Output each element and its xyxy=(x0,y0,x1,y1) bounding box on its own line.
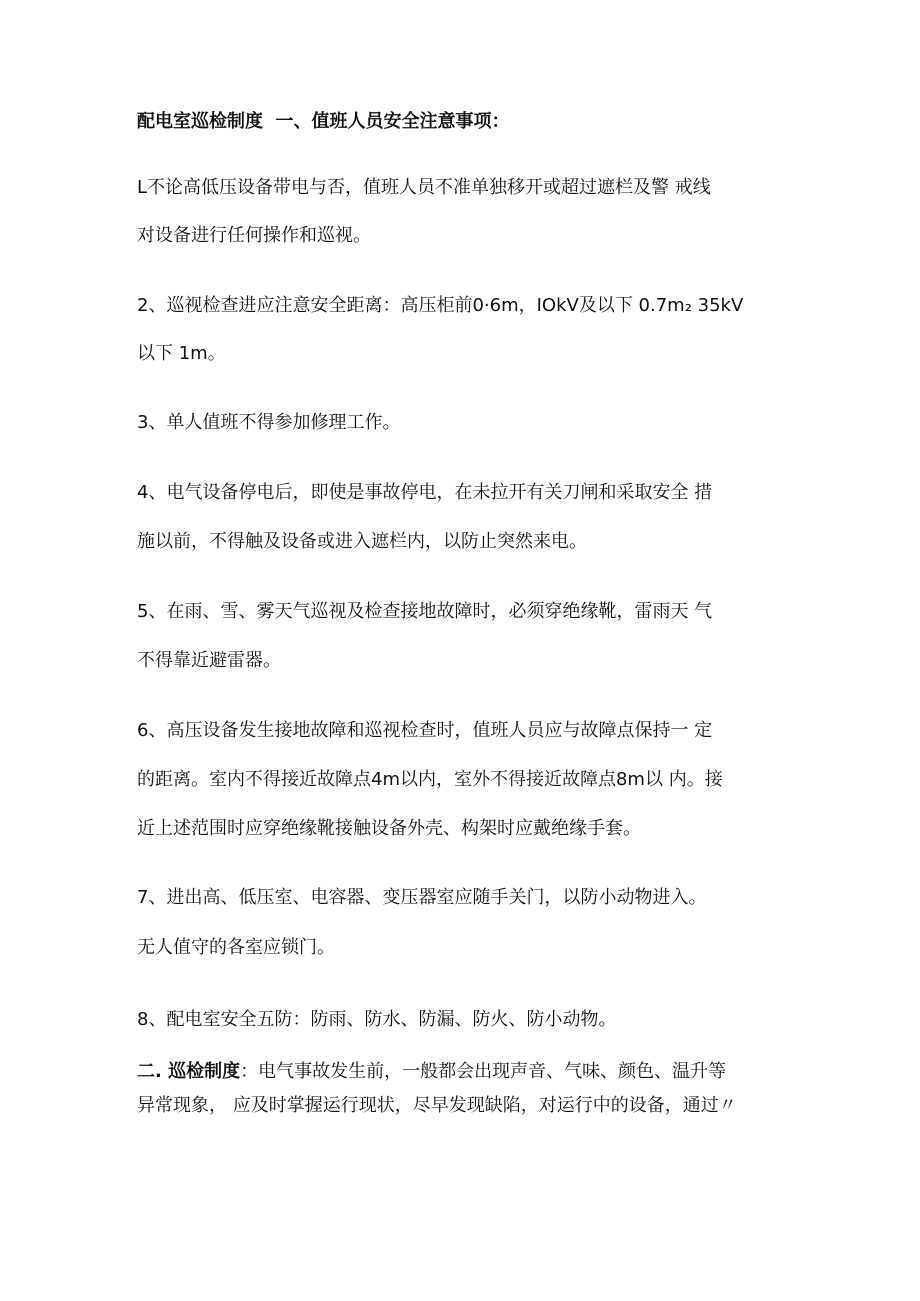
item-2-line-1: 2、巡视检查进应注意安全距离：高压柜前0·6m，IOkV及以下 0.7m₂ 35kV xyxy=(137,295,744,316)
item-5-line-2: 不得靠近避雷器。 xyxy=(137,650,281,671)
title-section-1: 一、值班人员安全注意事项： xyxy=(275,111,510,132)
item-1-line-2: 对设备进行任何操作和巡视。 xyxy=(137,225,371,246)
title-main: 配电室巡检制度 xyxy=(137,111,263,132)
item-8-line-1: 8、配电室安全五防：防雨、防水、防漏、防火、防小动物。 xyxy=(137,1009,617,1030)
item-4-line-2: 施以前，不得触及设备或进入遮栏内，以防止突然来电。 xyxy=(137,531,587,552)
item-6-line-1: 6、高压设备发生接地故障和巡视检查时，值班人员应与故障点保持一 定 xyxy=(137,720,713,741)
document-title xyxy=(137,110,797,134)
item-7-line-2: 无人值守的各室应锁门。 xyxy=(137,937,335,958)
item-2-line-2: 以下 1m。 xyxy=(137,343,226,364)
item-7-line-1: 7、进出高、低压室、电容器、变压器室应随手关门，以防小动物进入。 xyxy=(137,887,707,908)
item-4-line-1: 4、电气设备停电后，即使是事故停电，在未拉开有关刀闸和采取安全 措 xyxy=(137,482,713,503)
section-2-heading: 二. 巡检制度 xyxy=(137,1061,241,1082)
section-2-line-1 xyxy=(137,1060,797,1084)
item-6-line-3: 近上述范围时应穿绝缘靴接触设备外壳、构架时应戴绝缘手套。 xyxy=(137,818,641,839)
item-6-line-2: 的距离。室内不得接近故障点4m以内，室外不得接近故障点8m以 内。接 xyxy=(137,769,723,790)
section-2-line-2: 异常现象， 应及时掌握运行现状，尽早发现缺陷，对运行中的设备，通过〃 xyxy=(137,1095,737,1116)
section-2-line-1-text: ：电气事故发生前，一般都会出现声音、气味、颜色、温升等 xyxy=(240,1061,727,1082)
item-3-line-1: 3、单人值班不得参加修理工作。 xyxy=(137,412,401,433)
item-1-line-1: L不论高低压设备带电与否，值班人员不准单独移开或超过遮栏及警 戒线 xyxy=(137,177,711,198)
item-5-line-1: 5、在雨、雪、雾天气巡视及检查接地故障时，必须穿绝缘靴，雷雨天 气 xyxy=(137,601,713,622)
